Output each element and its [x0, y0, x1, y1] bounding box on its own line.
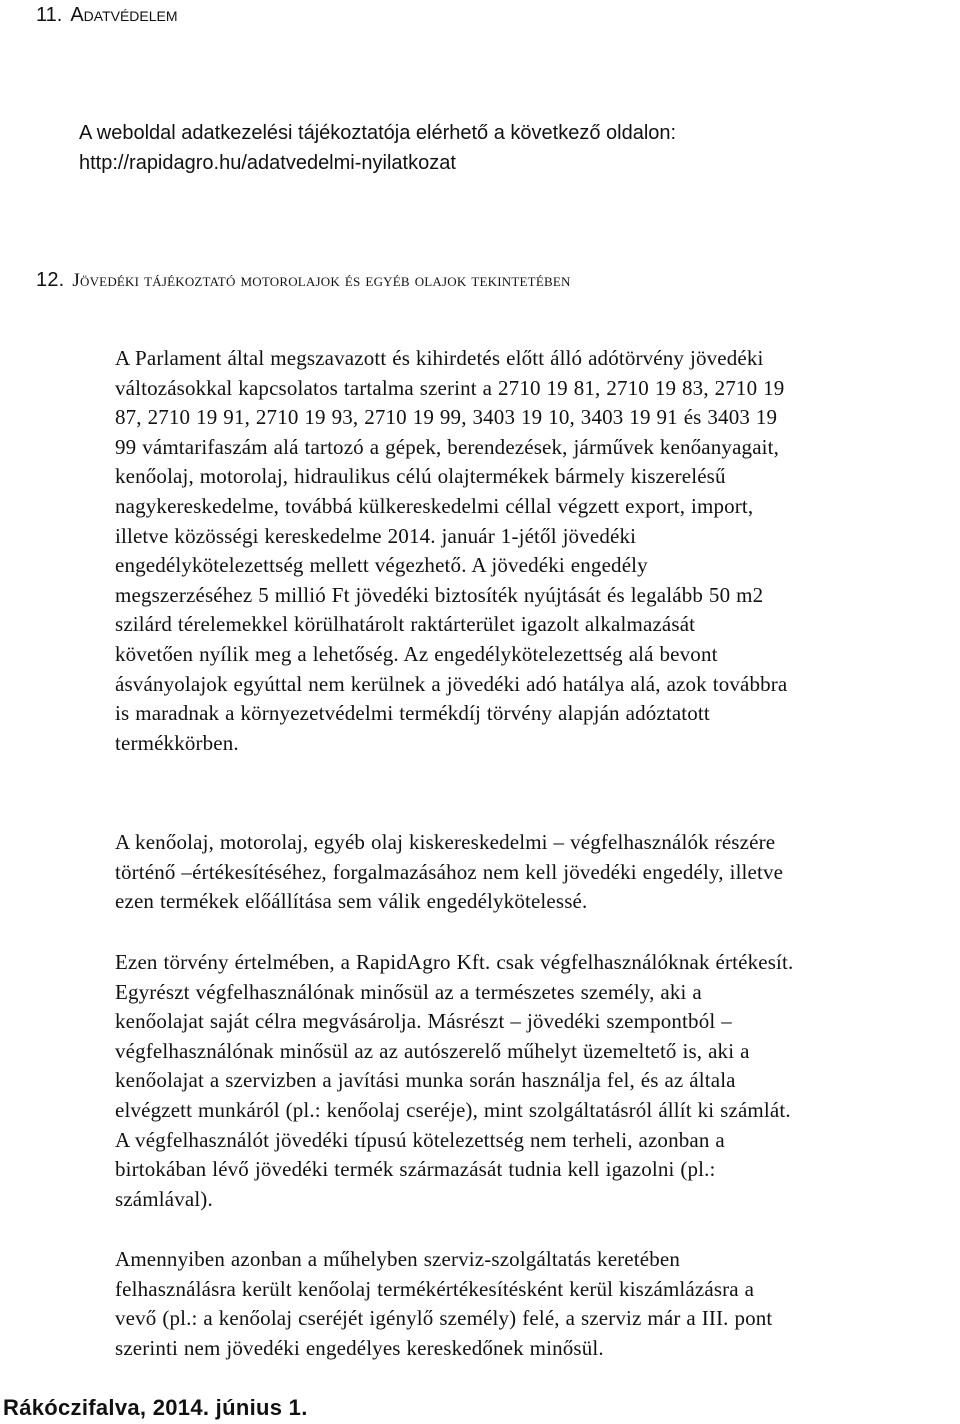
paragraph-line: birtokában lévő jövedéki termék származását tudnia kell igazolni (pl.:: [115, 1157, 716, 1182]
paragraph-line: A végfelhasználót jövedéki típusú kötelezettség nem terheli, azonban a: [115, 1127, 725, 1152]
paragraph-line: megszerzéséhez 5 millió Ft jövedéki biztosíték nyújtását és legalább 50 m2: [115, 582, 764, 607]
paragraph-line: elvégzett munkáról (pl.: kenőolaj cseréje), mint szolgáltatásról állít ki számlát.: [115, 1097, 791, 1122]
paragraph-line: végfelhasználónak minősül az az autószerelő műhelyt üzemeltető is, aki a: [115, 1038, 750, 1063]
paragraph-line: számlával).: [115, 1186, 213, 1211]
paragraph-line: szilárd térelemekkel körülhatárolt raktárterület igazolt alkalmazását: [115, 612, 696, 637]
paragraph-line: termékkörben.: [115, 730, 239, 755]
paragraph-line: A Parlament által megszavazott és kihirdetés előtt álló adótörvény jövedéki: [115, 346, 764, 370]
privacy-intro: [79, 118, 676, 178]
section-11-heading: [36, 2, 178, 28]
paragraph-line: változásokkal kapcsolatos tartalma szerint a 2710 19 81, 2710 19 83, 2710 19: [115, 375, 785, 400]
paragraph-line: is maradnak a környezetvédelmi termékdíj törvény alapján adóztatott: [115, 701, 710, 726]
privacy-policy-link[interactable]: http://rapidagro.hu/adatvedelmi-nyilatkozat: [79, 152, 456, 174]
end-user-paragraph: [115, 948, 960, 1214]
section-11-title: Adatvédelem: [70, 4, 178, 26]
paragraph-line: szerinti nem jövedéki engedélyes kereskedőnek minősül.: [115, 1335, 604, 1360]
paragraph-line: Egyrészt végfelhasználónak minősül az a természetes személy, aki a: [115, 979, 702, 1004]
paragraph-line: követően nyílik meg a lehetőség. Az engedélykötelezettség alá bevont: [115, 641, 718, 666]
section-12-title: Jövedéki tájékoztató motorolajok és egyéb olajok tekintetében: [72, 270, 571, 291]
service-paragraph: [115, 1245, 960, 1363]
paragraph-line: illetve közösségi kereskedelme 2014. január 1-jétől jövedéki: [115, 523, 637, 548]
paragraph-line: Amennyiben azonban a műhelyben szerviz-szolgáltatás keretében: [115, 1247, 681, 1271]
paragraph-line: kenőolaj, motorolaj, hidraulikus célú olajtermékek bármely kiszerelésű: [115, 464, 726, 489]
paragraph-line: engedélykötelezettség mellett végezhető. A jövedéki engedély: [115, 553, 648, 578]
paragraph-line: A kenőolaj, motorolaj, egyéb olaj kiskereskedelmi – végfelhasználók részére: [115, 830, 776, 854]
paragraph-line: vevő (pl.: a kenőolaj cseréjét igénylő személy) felé, a szerviz már a III. pont: [115, 1306, 773, 1331]
excise-law-paragraph: [115, 344, 960, 758]
paragraph-line: 99 vámtarifaszám alá tartozó a gépek, berendezések, járművek kenőanyagait,: [115, 434, 780, 459]
paragraph-line: felhasználásra került kenőolaj termékértékesítésként kerül kiszámlázásra a: [115, 1276, 755, 1301]
section-12-heading: [36, 267, 571, 294]
paragraph-line: Ezen törvény értelmében, a RapidAgro Kft. csak végfelhasználóknak értékesít.: [115, 950, 794, 974]
paragraph-line: történő –értékesítéséhez, forgalmazásához nem kell jövedéki engedély, illetve: [115, 859, 784, 884]
paragraph-line: kenőolajat a szervizben a javítási munka során használja fel, és az általa: [115, 1068, 736, 1093]
paragraph-line: ezen termékek előállítása sem válik engedélykötelessé.: [115, 889, 588, 914]
paragraph-line: nagykereskedelme, továbbá külkereskedelmi céllal végzett export, import,: [115, 493, 754, 518]
section-11-number: 11.: [36, 4, 63, 26]
retail-paragraph: [115, 828, 960, 917]
paragraph-line: kenőolajat saját célra megvásárolja. Másrészt – jövedéki szempontból –: [115, 1009, 732, 1034]
privacy-intro-text: A weboldal adatkezelési tájékoztatója elérhető a következő oldalon:: [79, 122, 677, 144]
paragraph-line: ásványolajok egyúttal nem kerülnek a jövedéki adó hatálya alá, azok továbbra: [115, 671, 788, 696]
place-date: Rákóczifalva, 2014. június 1.: [3, 1395, 308, 1420]
paragraph-line: 87, 2710 19 91, 2710 19 93, 2710 19 99, 3403 19 10, 3403 19 91 és 3403 19: [115, 405, 778, 430]
section-12-number: 12.: [36, 269, 65, 291]
